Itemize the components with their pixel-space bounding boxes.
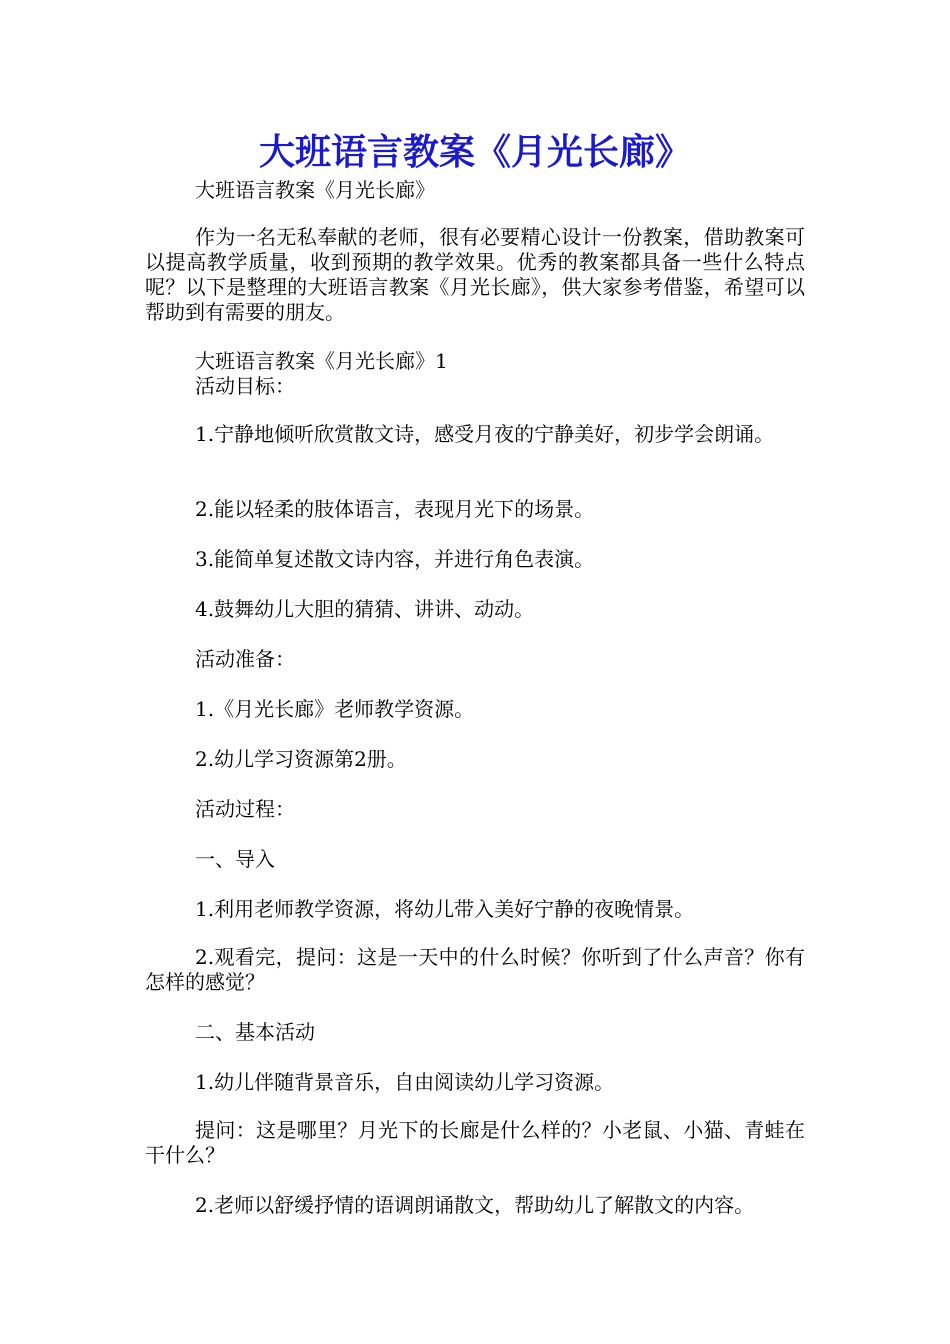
prep-1: 1.《月光长廊》老师教学资源。 bbox=[195, 697, 475, 721]
document-title: 大班语言教案《月光长廊》 bbox=[258, 131, 691, 173]
part-2-step-1: 1.幼儿伴随背景音乐，自由阅读幼儿学习资源。 bbox=[195, 1070, 615, 1094]
prep-2: 2.幼儿学习资源第2册。 bbox=[195, 747, 407, 771]
document-subtitle: 大班语言教案《月光长廊》 bbox=[195, 178, 435, 202]
part-2-step-2: 2.老师以舒缓抒情的语调朗诵散文，帮助幼儿了解散文的内容。 bbox=[195, 1193, 755, 1217]
intro-paragraph: 作为一名无私奉献的老师，很有必要精心设计一份教案，借助教案可以提高教学质量，收到预期的教学效果。优秀的教案都具备一些什么特点呢？以下是整理的大班语言教案《月光长廊》，供大家参考借鉴，希望可以帮助到有需要的朋友。 bbox=[145, 225, 805, 324]
part-2-question: 提问：这是哪里？月光下的长廊是什么样的？小老鼠、小猫、青蛙在干什么？ bbox=[145, 1118, 805, 1167]
section-heading: 大班语言教案《月光长廊》1 bbox=[195, 349, 448, 373]
goal-1: 1.宁静地倾听欣赏散文诗，感受月夜的宁静美好，初步学会朗诵。 bbox=[195, 422, 775, 446]
prep-heading: 活动准备： bbox=[195, 647, 295, 671]
goal-3: 3.能简单复述散文诗内容，并进行角色表演。 bbox=[195, 547, 595, 571]
part-2-heading: 二、基本活动 bbox=[195, 1020, 315, 1044]
part-1-step-2: 2.观看完，提问：这是一天中的什么时候？你听到了什么声音？你有怎样的感觉？ bbox=[145, 945, 805, 994]
goals-heading: 活动目标： bbox=[195, 374, 295, 398]
process-heading: 活动过程： bbox=[195, 797, 295, 821]
goal-4: 4.鼓舞幼儿大胆的猜猜、讲讲、动动。 bbox=[195, 597, 535, 621]
part-1-step-1: 1.利用老师教学资源，将幼儿带入美好宁静的夜晚情景。 bbox=[195, 897, 695, 921]
part-1-heading: 一、导入 bbox=[195, 847, 275, 871]
goal-2: 2.能以轻柔的肢体语言，表现月光下的场景。 bbox=[195, 497, 595, 521]
